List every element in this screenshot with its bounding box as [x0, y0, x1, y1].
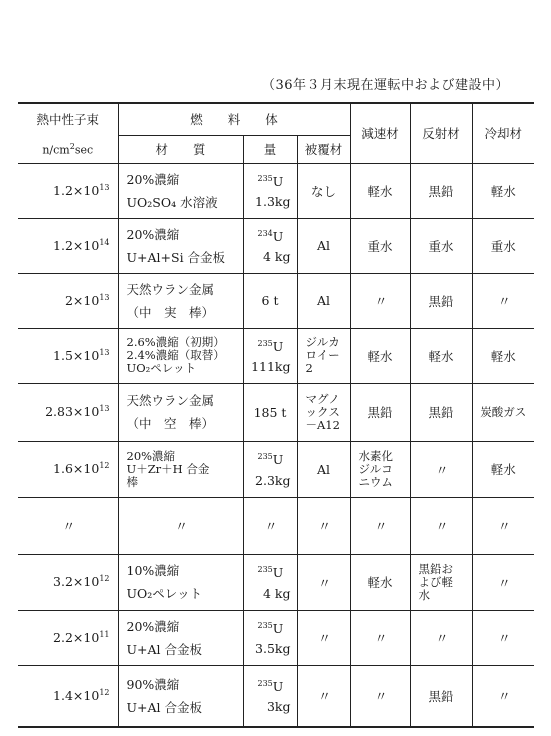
moderator-cell: 軽水	[350, 163, 410, 218]
coolant-cell: 〃	[472, 273, 534, 328]
coolant-cell: 炭酸ガス	[472, 383, 534, 441]
flux-cell: $2.2\times 10^{11}$	[18, 610, 118, 665]
cladding-cell: Al	[297, 218, 350, 273]
moderator-header: 減速材	[350, 103, 410, 163]
table-row	[18, 497, 534, 554]
flux-cell: 〃	[18, 497, 118, 554]
moderator-cell: 〃	[350, 665, 410, 727]
coolant-cell: 〃	[472, 610, 534, 665]
amount-cell: $^{234}$U 4 kg	[243, 218, 297, 273]
material-cell: 天然ウラン金属 （中 空 棒）	[118, 383, 243, 441]
reactor-table	[18, 102, 534, 728]
moderator-cell: 〃	[350, 497, 410, 554]
table-row	[18, 610, 534, 665]
coolant-cell: 〃	[472, 497, 534, 554]
flux-cell: $1.6\times 10^{12}$	[18, 441, 118, 497]
flux-cell: $1.2\times 10^{13}$	[18, 163, 118, 218]
flux-cell: $1.5\times 10^{13}$	[18, 328, 118, 383]
table-caption-note: （36年３月末現在運転中および建設中）	[262, 78, 510, 93]
fuel-header: 燃 料 体	[118, 103, 350, 135]
flux-label: 熱中性子束	[36, 111, 99, 127]
material-cell: 〃	[118, 497, 243, 554]
cladding-cell: 〃	[297, 497, 350, 554]
moderator-cell: 軽水	[350, 328, 410, 383]
table-row	[18, 383, 534, 441]
flux-cell: $1.2\times 10^{14}$	[18, 218, 118, 273]
amount-cell: $^{235}$U 4 kg	[243, 554, 297, 610]
cladding-cell: Al	[297, 273, 350, 328]
reflector-cell: 〃	[410, 497, 472, 554]
flux-cell: $3.2\times 10^{12}$	[18, 554, 118, 610]
reflector-cell: 軽水	[410, 328, 472, 383]
reflector-header: 反射材	[410, 103, 472, 163]
table-row	[18, 273, 534, 328]
amount-cell: $^{235}$U 1.3kg	[243, 163, 297, 218]
table-row	[18, 665, 534, 727]
amount-header: 量	[243, 135, 297, 163]
material-cell: 10%濃縮 UO₂ペレット	[118, 554, 243, 610]
cladding-cell: 〃	[297, 610, 350, 665]
table-row	[18, 441, 534, 497]
coolant-cell: 軽水	[472, 328, 534, 383]
cladding-cell: 〃	[297, 665, 350, 727]
reflector-cell: 重水	[410, 218, 472, 273]
reflector-cell: 〃	[410, 610, 472, 665]
moderator-cell: 〃	[350, 610, 410, 665]
reflector-cell: 黒鉛	[410, 665, 472, 727]
table-row	[18, 554, 534, 610]
material-cell: 20%濃縮 UO₂SO₄ 水溶液	[118, 163, 243, 218]
amount-cell: 〃	[243, 497, 297, 554]
moderator-cell: 軽水	[350, 554, 410, 610]
material-cell: 20%濃縮 U＋Zr＋H 合金 棒	[118, 441, 243, 497]
cladding-cell: マグノ ックス －A12	[297, 383, 350, 441]
reflector-cell: 黒鉛	[410, 383, 472, 441]
flux-cell: $1.4\times 10^{12}$	[18, 665, 118, 727]
cladding-cell: 〃	[297, 554, 350, 610]
amount-cell: 185 t	[243, 383, 297, 441]
table-row	[18, 328, 534, 383]
material-cell: 天然ウラン金属 （中 実 棒）	[118, 273, 243, 328]
amount-cell: $^{235}$U 3kg	[243, 665, 297, 727]
moderator-cell: 水素化 ジルコ ニウム	[350, 441, 410, 497]
flux-header	[18, 103, 118, 163]
flux-cell: $2.83\times 10^{13}$	[18, 383, 118, 441]
table-row	[18, 163, 534, 218]
cladding-cell: Al	[297, 441, 350, 497]
amount-cell: $^{235}$U 111kg	[243, 328, 297, 383]
material-cell: 20%濃縮 U+Al+Si 合金板	[118, 218, 243, 273]
coolant-cell: 重水	[472, 218, 534, 273]
moderator-cell: 黒鉛	[350, 383, 410, 441]
cladding-header: 被覆材	[297, 135, 350, 163]
flux-cell: $2\times 10^{13}$	[18, 273, 118, 328]
coolant-cell: 〃	[472, 554, 534, 610]
coolant-cell: 軽水	[472, 163, 534, 218]
amount-cell: $^{235}$U 2.3kg	[243, 441, 297, 497]
amount-cell: 6 t	[243, 273, 297, 328]
cladding-cell: ジルカ ロイー 2	[297, 328, 350, 383]
moderator-cell: 重水	[350, 218, 410, 273]
material-cell: 2.6%濃縮（初期） 2.4%濃縮（取替） UO₂ペレット	[118, 328, 243, 383]
reflector-cell: 黒鉛	[410, 273, 472, 328]
amount-cell: $^{235}$U 3.5kg	[243, 610, 297, 665]
material-cell: 90%濃縮 U+Al 合金板	[118, 665, 243, 727]
coolant-cell: 〃	[472, 665, 534, 727]
table-row	[18, 218, 534, 273]
reflector-cell: 黒鉛お よび軽 水	[410, 554, 472, 610]
material-cell: 20%濃縮 U+Al 合金板	[118, 610, 243, 665]
cladding-cell: なし	[297, 163, 350, 218]
reflector-cell: 〃	[410, 441, 472, 497]
coolant-header: 冷却材	[472, 103, 534, 163]
coolant-cell: 軽水	[472, 441, 534, 497]
flux-unit: $n/cm^2\sec$	[42, 141, 94, 157]
moderator-cell: 〃	[350, 273, 410, 328]
reflector-cell: 黒鉛	[410, 163, 472, 218]
material-header: 材 質	[118, 135, 243, 163]
